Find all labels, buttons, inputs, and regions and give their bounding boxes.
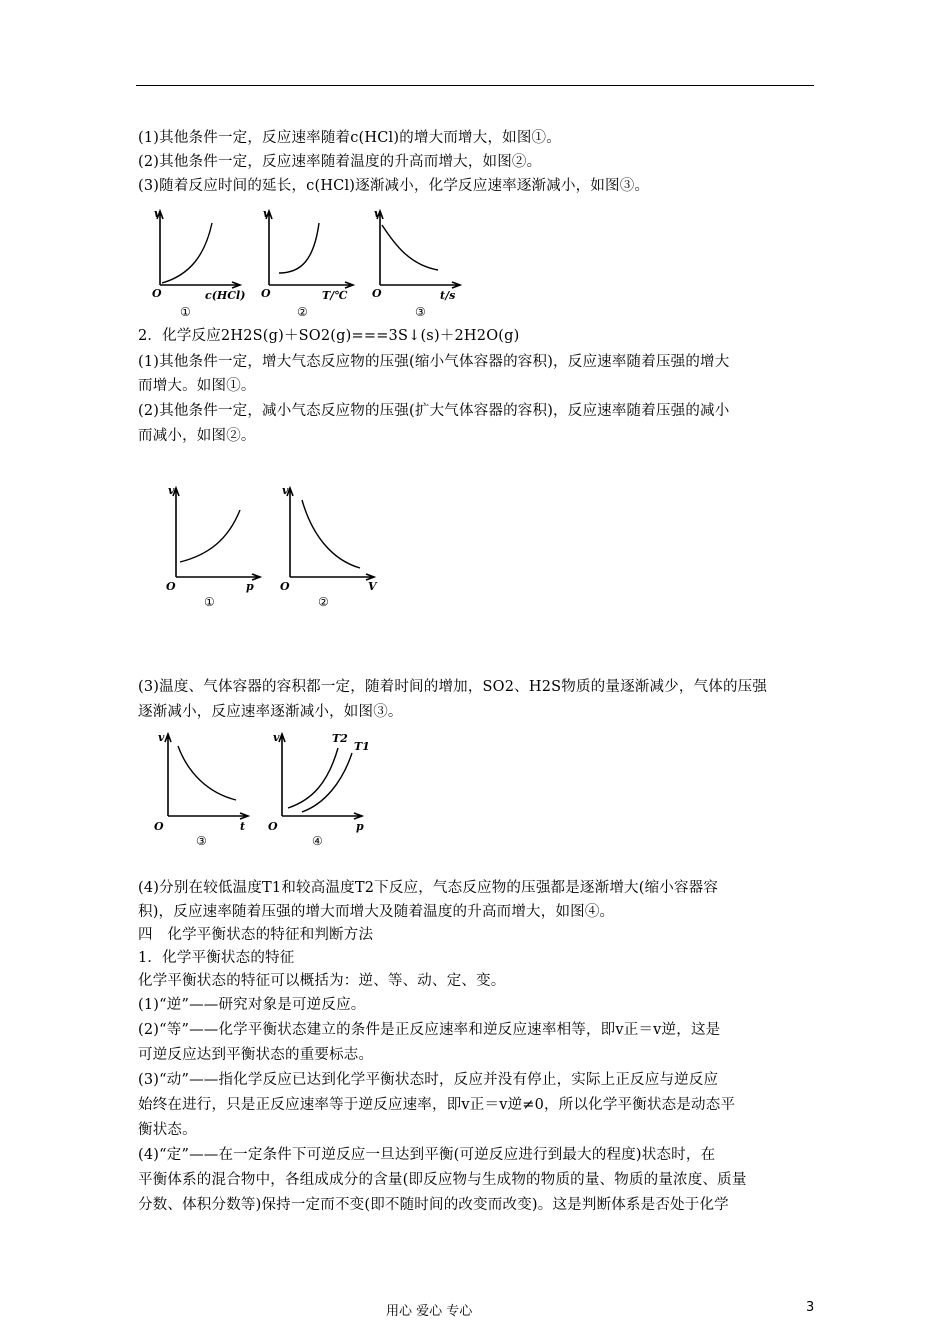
header-rule	[136, 85, 814, 86]
figure-number: ③	[196, 834, 207, 848]
curve	[180, 510, 240, 562]
x-label: t/s	[440, 289, 456, 302]
y-axis	[377, 211, 383, 285]
origin-label: O	[154, 820, 164, 833]
text-line: (3)随着反应时间的延长，c(HCl)逐渐减小，化学反应速率逐渐减小，如图③。	[138, 178, 650, 194]
text-line: (4)“定”——在一定条件下可逆反应一旦达到平衡(可逆反应进行到最大的程度)状态时，在	[138, 1147, 716, 1163]
text-line: 始终在进行，只是正反应速率等于逆反应速率，即v正＝v逆≠0，所以化学平衡状态是动态平	[138, 1097, 736, 1113]
text-line: 可逆反应达到平衡状态的重要标志。	[138, 1047, 374, 1063]
text-line: (3)温度、气体容器的容积都一定，随着时间的增加，SO2、H2S物质的量逐渐减少，气体的压强	[138, 679, 768, 695]
x-label: p	[356, 820, 364, 833]
curve-t1	[302, 753, 352, 812]
y-axis	[165, 734, 171, 816]
y-axis	[157, 211, 163, 285]
curve	[162, 223, 212, 283]
x-label: t	[240, 820, 246, 833]
origin-label: O	[261, 287, 271, 300]
y-axis	[266, 211, 272, 285]
x-axis	[160, 282, 240, 288]
subsection-heading: 1．化学平衡状态的特征	[138, 950, 295, 966]
y-axis	[287, 488, 293, 577]
graph-4-rate-vs-pressure-two-temperatures	[262, 728, 372, 853]
y-label: v	[374, 207, 381, 220]
t2-label: T2	[332, 732, 348, 745]
t1-label: T1	[354, 740, 370, 753]
curve	[382, 225, 438, 270]
y-label: v	[168, 484, 175, 497]
graph-2-rate-vs-volume	[272, 480, 387, 610]
origin-label: O	[280, 580, 290, 593]
text-line: 平衡体系的混合物中，各组成成分的含量(即反应物与生成物的物质的量、物质的量浓度、质量	[138, 1172, 747, 1188]
page-number: 3	[806, 1300, 815, 1315]
figure-number: ④	[312, 834, 323, 848]
y-label: v	[282, 484, 289, 497]
x-label: c(HCl)	[205, 289, 246, 302]
x-label: V	[368, 580, 377, 593]
figure-number: ②	[318, 595, 329, 609]
figure-number: ②	[297, 305, 308, 319]
origin-label: O	[372, 287, 382, 300]
text-line: 化学平衡状态的特征可以概括为：逆、等、动、定、变。	[138, 973, 506, 989]
x-axis	[269, 282, 353, 288]
text-line: (4)分别在较低温度T1和较高温度T2下反应，气态反应物的压强都是逐渐增大(缩小容器容	[138, 880, 719, 896]
curve	[302, 500, 360, 568]
text-line: 而减小，如图②。	[138, 428, 256, 444]
x-axis	[380, 282, 460, 288]
text-line: 而增大。如图①。	[138, 378, 256, 394]
text-line: (2)其他条件一定，反应速率随着温度的升高而增大，如图②。	[138, 154, 542, 170]
text-line: 积)，反应速率随着压强的增大而增大及随着温度的升高而增大，如图④。	[138, 904, 615, 920]
figure-number: ③	[415, 305, 426, 319]
text-line: (1)“逆”——研究对象是可逆反应。	[138, 997, 366, 1013]
origin-label: O	[166, 580, 176, 593]
y-axis	[173, 488, 179, 577]
text-line: (2)其他条件一定，减小气态反应物的压强(扩大气体容器的容积)，反应速率随着压强的减小	[138, 403, 730, 419]
x-axis	[168, 813, 248, 819]
text-line: (3)“动”——指化学反应已达到化学平衡状态时，反应并没有停止，实际上正反应与逆反应	[138, 1072, 719, 1088]
curve-t2	[288, 748, 338, 808]
text-line: 逐渐减小，反应速率逐渐减小，如图③。	[138, 704, 403, 720]
origin-label: O	[152, 287, 162, 300]
y-label: v	[158, 731, 165, 744]
x-axis	[282, 813, 362, 819]
y-label: v	[263, 207, 270, 220]
x-label: p	[246, 580, 254, 593]
graph-1-rate-vs-hcl	[150, 205, 250, 320]
y-label: v	[154, 207, 161, 220]
graph-3-rate-vs-time	[370, 205, 470, 320]
figure-number: ①	[204, 595, 215, 609]
text-line: 分数、体积分数等)保持一定而不变(即不随时间的改变而改变)。这是判断体系是否处于化学	[138, 1197, 729, 1213]
curve	[279, 223, 319, 273]
origin-label: O	[268, 820, 278, 833]
graph-2-rate-vs-temperature	[259, 205, 359, 320]
text-line: (1)其他条件一定，增大气态反应物的压强(缩小气体容器的容积)，反应速率随着压强的增大	[138, 354, 730, 370]
section-heading: 四 化学平衡状态的特征和判断方法	[138, 927, 374, 943]
y-label: v	[273, 731, 280, 744]
x-label: T/℃	[322, 289, 348, 302]
y-axis	[279, 734, 285, 816]
graph-3-rate-vs-time	[148, 728, 258, 853]
text-line: 衡状态。	[138, 1122, 197, 1138]
text-line: (1)其他条件一定，反应速率随着c(HCl)的增大而增大，如图①。	[138, 130, 561, 146]
page-footer: 用心 爱心 专心	[386, 1304, 473, 1319]
figure-number: ①	[180, 305, 191, 319]
text-line: (2)“等”——化学平衡状态建立的条件是正反应速率和逆反应速率相等，即v正＝v逆，这是	[138, 1022, 721, 1038]
graph-1-rate-vs-pressure	[158, 480, 273, 610]
curve	[178, 746, 236, 800]
x-axis	[290, 574, 374, 580]
text-line: 2．化学反应2H2S(g)＋SO2(g)===3S↓(s)＋2H2O(g)	[138, 328, 520, 344]
